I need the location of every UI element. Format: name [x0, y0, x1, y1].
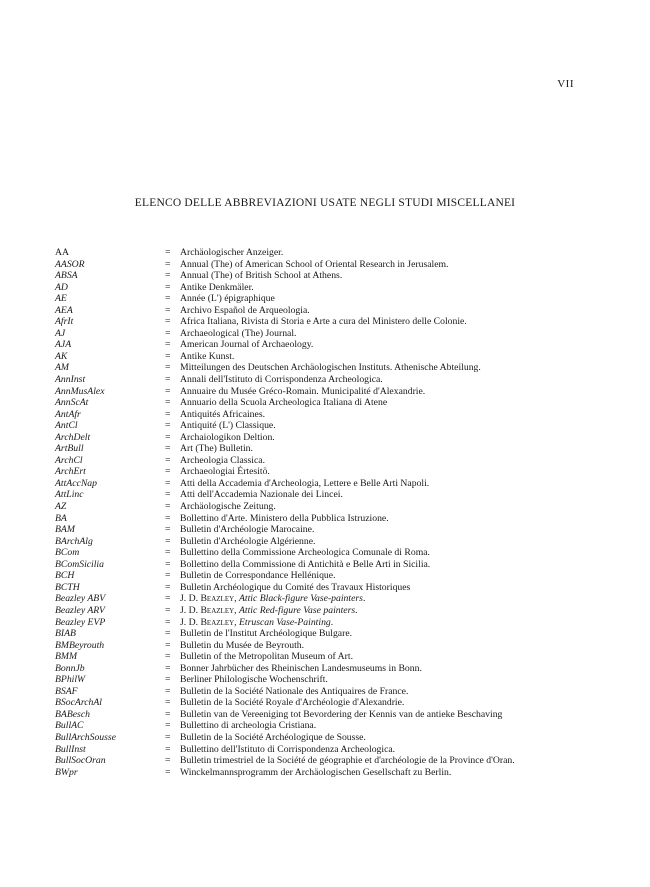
- definition-part: .: [355, 604, 358, 616]
- abbreviation: BullArchSousse: [55, 731, 116, 743]
- definition: Atti della Accademia d'Archeologia, Lettere e Belle Arti Napoli.: [180, 477, 430, 489]
- definition: Bulletin d'Archéologie Marocaine.: [180, 524, 315, 536]
- abbreviation: BCH: [55, 570, 75, 582]
- list-item: [55, 663, 615, 675]
- definition: Archeologia Classica.: [180, 454, 266, 466]
- abbreviation: AD: [55, 281, 68, 293]
- abbreviation: Beazley EVP: [55, 616, 106, 628]
- abbreviation: ArchDelt: [55, 431, 91, 443]
- list-item: [55, 362, 615, 374]
- definition: Bulletin du Musée de Beyrouth.: [180, 639, 305, 651]
- definition-part: J. D.: [180, 604, 201, 616]
- list-item: [55, 513, 615, 525]
- abbreviation: BABesch: [55, 708, 90, 720]
- definition: Bulletin de la Société Nationale des Antiquaires de France.: [180, 685, 409, 697]
- equals-sign: =: [165, 558, 171, 570]
- equals-sign: =: [165, 743, 171, 755]
- list-item: [55, 397, 615, 409]
- equals-sign: =: [165, 362, 171, 374]
- definition: Bollettino d'Arte. Ministero della Pubblica Istruzione.: [180, 512, 389, 524]
- abbreviation: BMM: [55, 651, 78, 663]
- abbreviation: ArchCl: [55, 454, 83, 466]
- definition: Bullettino dell'Istituto di Corrispondenza Archeologica.: [180, 743, 396, 755]
- definition: Année (L') épigraphique: [180, 293, 275, 305]
- definition: Annali dell'Istituto di Corrispondenza Archeologica.: [180, 374, 383, 386]
- abbreviation: BComSicilia: [55, 558, 104, 570]
- definition: Annuario della Scuola Archeologica Italiana di Atene: [180, 397, 388, 409]
- equals-sign: =: [165, 408, 171, 420]
- abbreviation: BullInst: [55, 743, 86, 755]
- definition-part: Beazley: [200, 604, 235, 616]
- list-item: [55, 605, 615, 617]
- list-item: [55, 674, 615, 686]
- definition: Bulletin de la Société Archéologique de Sousse.: [180, 731, 366, 743]
- equals-sign: =: [165, 397, 171, 409]
- list-item: [55, 732, 615, 744]
- definition-part: ,: [234, 616, 239, 628]
- list-item: [55, 628, 615, 640]
- definition-part: J. D.: [180, 616, 201, 628]
- definition: Bulletin de l'Institut Archéologique Bulgare.: [180, 628, 353, 640]
- definition: Bulletin van de Vereeniging tot Bevordering der Kennis van de antieke Beschaving: [180, 708, 503, 720]
- abbreviation: BullSocOran: [55, 755, 106, 767]
- abbreviation: AfrIt: [55, 316, 74, 328]
- equals-sign: =: [165, 477, 171, 489]
- equals-sign: =: [165, 443, 171, 455]
- definition: [180, 593, 615, 605]
- definition: Bulletin d'Archéologie Algérienne.: [180, 535, 316, 547]
- definition: Bullettino della Commissione Archeologica Comunale di Roma.: [180, 547, 430, 559]
- list-item: [55, 420, 615, 432]
- definition: [180, 605, 615, 617]
- list-item: [55, 686, 615, 698]
- list-item: [55, 720, 615, 732]
- definition-part: Attic Red-figure Vase painters: [239, 604, 356, 616]
- equals-sign: =: [165, 385, 171, 397]
- definition-part: J. D.: [180, 593, 201, 605]
- definition: Antike Kunst.: [180, 350, 235, 362]
- list-item: [55, 443, 615, 455]
- abbreviation: AM: [55, 362, 69, 374]
- list-item: [55, 570, 615, 582]
- definition-part: .: [362, 593, 366, 605]
- equals-sign: =: [165, 616, 171, 628]
- list-item: [55, 547, 615, 559]
- abbreviation: BCTH: [55, 581, 80, 593]
- equals-sign: =: [165, 281, 171, 293]
- list-item: [55, 593, 615, 605]
- list-item: [55, 582, 615, 594]
- list-item: [55, 755, 615, 767]
- definition: Annual (The) of American School of Oriental Research in Jerusalem.: [180, 258, 449, 270]
- definition: Berliner Philologische Wochenschrift.: [180, 674, 328, 686]
- abbreviation: BSocArchAl: [55, 697, 102, 709]
- abbreviation: AttLinc: [55, 489, 84, 501]
- definition: Bullettino di archeologia Cristiana.: [180, 720, 317, 732]
- abbreviation: BSAF: [55, 685, 78, 697]
- list-item: [55, 409, 615, 421]
- definition: American Journal of Archaeology.: [180, 339, 314, 351]
- definition: Bulletin de la Société Royale d'Archéologie d'Alexandrie.: [180, 697, 405, 709]
- abbreviation-list: [55, 247, 615, 778]
- list-item: [55, 478, 615, 490]
- equals-sign: =: [165, 524, 171, 536]
- list-item: [55, 432, 615, 444]
- equals-sign: =: [165, 581, 171, 593]
- abbreviation: BArchAlg: [55, 535, 93, 547]
- equals-sign: =: [165, 662, 171, 674]
- abbreviation: ArtBull: [55, 443, 84, 455]
- definition-part: ,: [234, 593, 239, 605]
- definition: Bulletin Archéologique du Comité des Travaux Historiques: [180, 581, 411, 593]
- abbreviation: Beazley ARV: [55, 604, 105, 616]
- definition-part: ,: [234, 604, 239, 616]
- equals-sign: =: [165, 639, 171, 651]
- list-item: [55, 536, 615, 548]
- definition-part: Beazley: [200, 616, 235, 628]
- abbreviation: AntCl: [55, 420, 78, 432]
- list-item: [55, 316, 615, 328]
- definition: Atti dell'Accademia Nazionale dei Lincei.: [180, 489, 343, 501]
- abbreviation: AnnMusAlex: [55, 385, 105, 397]
- abbreviation: AE: [55, 293, 67, 305]
- list-item: [55, 282, 615, 294]
- abbreviation: AntAfr: [55, 408, 81, 420]
- abbreviation: BPhilW: [55, 674, 86, 686]
- list-item: [55, 559, 615, 571]
- definition: Bulletin de Correspondance Hellénique.: [180, 570, 336, 582]
- equals-sign: =: [165, 258, 171, 270]
- definition: Art (The) Bulletin.: [180, 443, 253, 455]
- abbreviation: AJ: [55, 327, 66, 339]
- page-title: ELENCO DELLE ABBREVIAZIONI USATE NEGLI STUDI MISCELLANEI: [134, 197, 516, 209]
- definition: Winckelmannsprogramm der Archäologischen Gesellschaft zu Berlin.: [180, 766, 452, 778]
- abbreviation: BWpr: [55, 766, 78, 778]
- equals-sign: =: [165, 547, 171, 559]
- abbreviation: BA: [55, 512, 67, 524]
- list-item: [55, 259, 615, 271]
- equals-sign: =: [165, 570, 171, 582]
- equals-sign: =: [165, 604, 171, 616]
- definition: Bonner Jahrbücher des Rheinischen Landesmuseums in Bonn.: [180, 662, 422, 674]
- definition: Antiquités Africaines.: [180, 408, 266, 420]
- abbreviation: AZ: [55, 501, 67, 513]
- list-item: [55, 489, 615, 501]
- equals-sign: =: [165, 697, 171, 709]
- list-item: [55, 339, 615, 351]
- definition-part: Beazley: [200, 593, 235, 605]
- equals-sign: =: [165, 350, 171, 362]
- list-item: [55, 386, 615, 398]
- equals-sign: =: [165, 755, 171, 767]
- definition: Antiquité (L') Classique.: [180, 420, 276, 432]
- equals-sign: =: [165, 454, 171, 466]
- equals-sign: =: [165, 304, 171, 316]
- abbreviation: AttAccNap: [55, 477, 97, 489]
- equals-sign: =: [165, 674, 171, 686]
- list-item: [55, 455, 615, 467]
- equals-sign: =: [165, 316, 171, 328]
- abbreviation: BMBeyrouth: [55, 639, 105, 651]
- definition: Mitteilungen des Deutschen Archäologischen Instituts. Athenische Abteilung.: [180, 362, 481, 374]
- definition-part: Attic Black-figure Vase-painters: [239, 593, 363, 605]
- equals-sign: =: [165, 593, 171, 605]
- abbreviation: AJA: [55, 339, 72, 351]
- list-item: [55, 293, 615, 305]
- definition: Archäologische Zeitung.: [180, 501, 276, 513]
- equals-sign: =: [165, 731, 171, 743]
- equals-sign: =: [165, 501, 171, 513]
- definition: Archäologischer Anzeiger.: [180, 247, 284, 258]
- list-item: [55, 651, 615, 663]
- list-item: [55, 305, 615, 317]
- definition: [180, 617, 615, 629]
- page-number: VII: [557, 78, 574, 90]
- list-item: [55, 270, 615, 282]
- list-item: [55, 524, 615, 536]
- abbreviation: ArchErt: [55, 466, 86, 478]
- definition: Archaeologiai Értesitö.: [180, 466, 270, 478]
- abbreviation: AA: [55, 247, 69, 258]
- list-item: [55, 247, 615, 259]
- equals-sign: =: [165, 247, 171, 258]
- abbreviation: BullAC: [55, 720, 84, 732]
- equals-sign: =: [165, 466, 171, 478]
- equals-sign: =: [165, 628, 171, 640]
- definition: Bulletin of the Metropolitan Museum of Art.: [180, 651, 354, 663]
- definition: Annual (The) of British School at Athens.: [180, 270, 343, 282]
- abbreviation: ABSA: [55, 270, 78, 282]
- list-item: [55, 697, 615, 709]
- definition-part: Etruscan Vase-Painting: [239, 616, 331, 628]
- equals-sign: =: [165, 293, 171, 305]
- abbreviation: Beazley ABV: [55, 593, 106, 605]
- abbreviation: AASOR: [55, 258, 85, 270]
- equals-sign: =: [165, 651, 171, 663]
- abbreviation: BonnJb: [55, 662, 85, 674]
- equals-sign: =: [165, 420, 171, 432]
- equals-sign: =: [165, 535, 171, 547]
- equals-sign: =: [165, 374, 171, 386]
- list-item: [55, 328, 615, 340]
- equals-sign: =: [165, 327, 171, 339]
- list-item: [55, 501, 615, 513]
- definition: Annuaire du Musée Gréco-Romain. Municipalité d'Alexandrie.: [180, 385, 426, 397]
- list-item: [55, 767, 615, 779]
- equals-sign: =: [165, 512, 171, 524]
- abbreviation: BAM: [55, 524, 75, 536]
- definition: Bollettino della Commissione di Antichità e Belle Arti in Sicilia.: [180, 558, 431, 570]
- list-item: [55, 374, 615, 386]
- list-item: [55, 709, 615, 721]
- equals-sign: =: [165, 720, 171, 732]
- equals-sign: =: [165, 685, 171, 697]
- list-item: [55, 466, 615, 478]
- definition: Africa Italiana, Rivista di Storia e Arte a cura del Ministero delle Colonie.: [180, 316, 467, 328]
- abbreviation: BCom: [55, 547, 80, 559]
- list-item: [55, 640, 615, 652]
- abbreviation: AnnInst: [55, 374, 86, 386]
- definition: Antike Denkmäler.: [180, 281, 254, 293]
- equals-sign: =: [165, 431, 171, 443]
- equals-sign: =: [165, 339, 171, 351]
- equals-sign: =: [165, 270, 171, 282]
- abbreviation: AEA: [55, 304, 73, 316]
- definition: Archivo Español de Arqueologia.: [180, 304, 310, 316]
- list-item: [55, 744, 615, 756]
- abbreviation: AnnScAt: [55, 397, 89, 409]
- definition: Bulletin trimestriel de la Société de géographie et d'archéologie de la Province d'Oran.: [180, 755, 515, 767]
- abbreviation: AK: [55, 350, 68, 362]
- abbreviation: BIAB: [55, 628, 76, 640]
- equals-sign: =: [165, 489, 171, 501]
- list-item: [55, 351, 615, 363]
- equals-sign: =: [165, 766, 171, 778]
- definition: Archaeological (The) Journal.: [180, 327, 297, 339]
- definition: Archaiologikon Deltion.: [180, 431, 275, 443]
- list-item: [55, 617, 615, 629]
- equals-sign: =: [165, 708, 171, 720]
- definition-part: .: [330, 616, 334, 628]
